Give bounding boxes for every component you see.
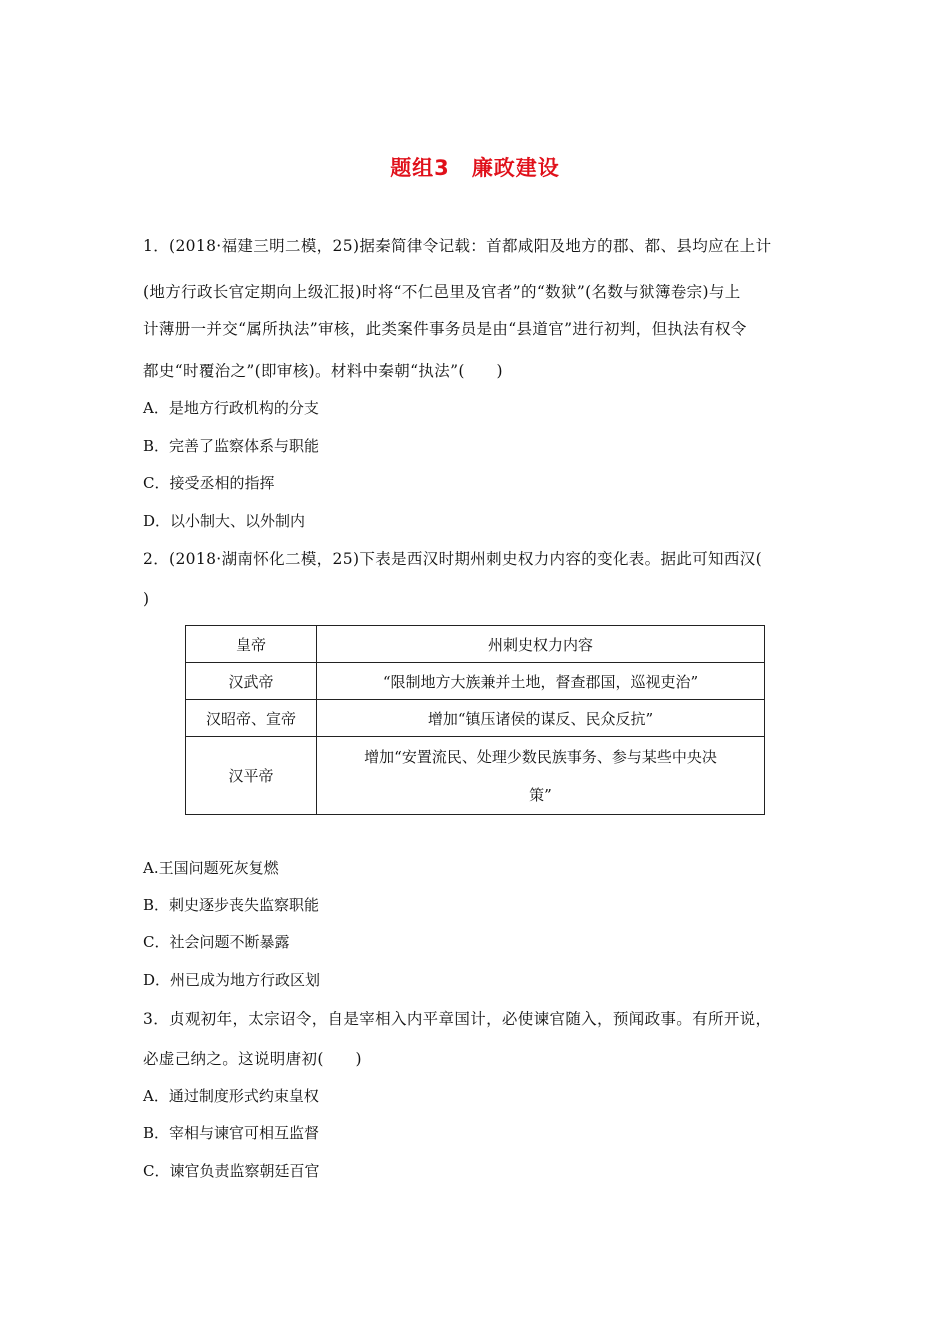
table-cell-content: “限制地方大族兼并土地，督查郡国，巡视吏治”	[317, 663, 765, 700]
table-cell-content: 增加“镇压诸侯的谋反、民众反抗”	[317, 700, 765, 737]
q2-option-a: A.王国问题死灰复燃	[143, 859, 279, 877]
table-row	[186, 663, 765, 700]
table-header-emperor: 皇帝	[186, 626, 317, 663]
q2-stem-line-2: )	[143, 590, 150, 608]
q3-option-c: C．谏官负责监察朝廷百官	[143, 1162, 320, 1180]
censor-power-table	[185, 625, 765, 815]
q2-option-c: C．社会问题不断暴露	[143, 933, 290, 951]
page-title	[0, 152, 950, 182]
table-cell-emperor: 汉武帝	[186, 663, 317, 700]
q1-option-b: B．完善了监察体系与职能	[143, 437, 320, 455]
q1-stem-line-3: 计薄册一并交“属所执法”审核，此类案件事务员是由“县道官”进行初判，但执法有权令	[143, 320, 747, 338]
q3-option-a: A．通过制度形式约束皇权	[143, 1087, 319, 1105]
q1-option-a: A．是地方行政机构的分支	[143, 399, 319, 417]
table-row	[186, 737, 765, 815]
title-group-number: 题组3	[390, 156, 450, 180]
table-header-content: 州刺史权力内容	[317, 626, 765, 663]
table-header-row	[186, 626, 765, 663]
table-cell-emperor: 汉昭帝、宣帝	[186, 700, 317, 737]
q3-stem-line-2: 必虚己纳之。这说明唐初( )	[143, 1050, 362, 1068]
table-row	[186, 700, 765, 737]
table-cell-content	[317, 737, 765, 815]
q1-stem-line-1: 1．(2018·福建三明二模，25)据秦简律令记载：首都咸阳及地方的郡、都、县均应在上计	[143, 237, 772, 255]
table-cell-content-line-1: 增加“安置流民、处理少数民族事务、参与某些中央决	[364, 747, 717, 766]
q1-stem-line-2: (地方行政长官定期向上级汇报)时将“不仁邑里及官者”的“数狱”(名数与狱簿卷宗)与上	[143, 283, 741, 301]
title-topic: 廉政建设	[471, 156, 560, 180]
q2-option-d: D．州已成为地方行政区划	[143, 971, 321, 989]
q1-option-d: D．以小制大、以外制内	[143, 512, 306, 530]
q1-option-c: C．接受丞相的指挥	[143, 474, 275, 492]
q1-stem-line-4: 都史“时覆治之”(即审核)。材料中秦朝“执法”( )	[143, 362, 503, 380]
q2-option-b: B．刺史逐步丧失监察职能	[143, 896, 320, 914]
q3-option-b: B．宰相与谏官可相互监督	[143, 1124, 320, 1142]
q3-stem-line-1: 3．贞观初年，太宗诏令，自是宰相入内平章国计，必使谏官随入，预闻政事。有所开说，	[143, 1010, 772, 1028]
table-cell-emperor: 汉平帝	[186, 737, 317, 815]
table-cell-content-line-2: 策”	[529, 785, 552, 804]
q2-stem-line-1: 2．(2018·湖南怀化二模，25)下表是西汉时期州刺史权力内容的变化表。据此可知西汉(	[143, 550, 763, 568]
